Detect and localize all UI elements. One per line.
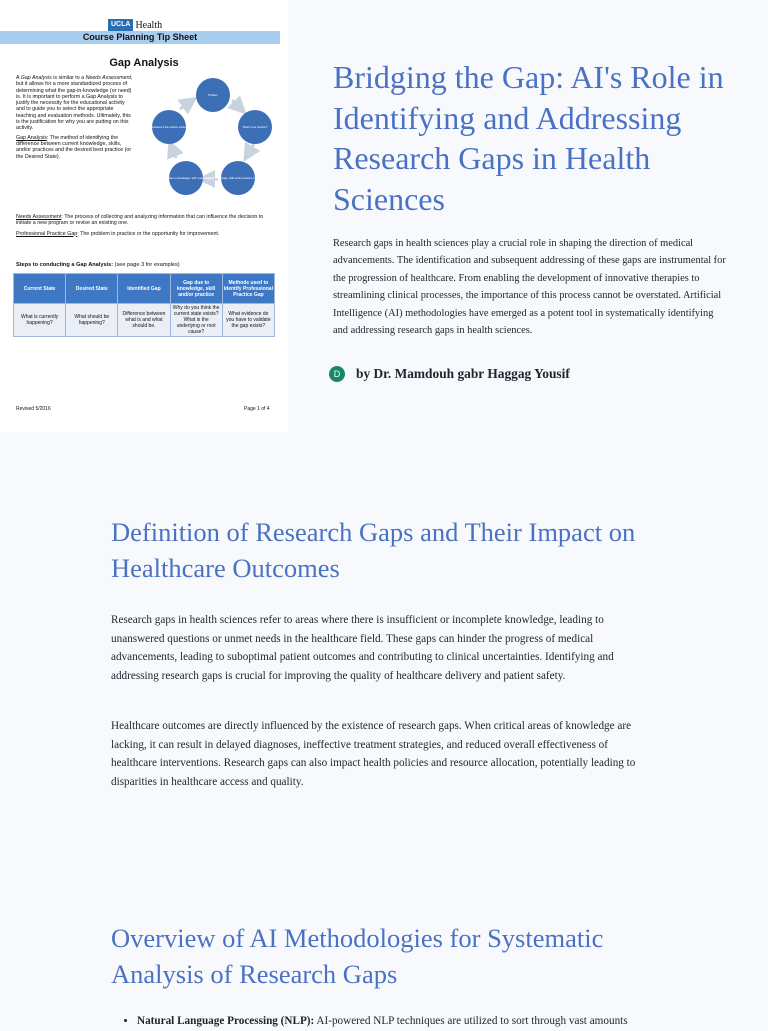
table-row — [14, 304, 275, 337]
tip-sheet-revised: Revised 5/2016 — [16, 406, 51, 412]
gap-analysis-table — [13, 273, 275, 337]
cycle-node-label: Problem — [208, 94, 218, 97]
tip-sheet-band: Course Planning Tip Sheet — [0, 31, 280, 44]
table-cell: Why do you think the current state exists? What is the underlying or root cause? — [170, 304, 222, 337]
cycle-node-label: Lack of knowledge, skills and/or practice in current state — [205, 177, 271, 180]
table-header: Identified Gap — [118, 274, 170, 304]
table-header: Desired State — [66, 274, 118, 304]
ucla-health-logo: UCLA Health — [108, 19, 162, 31]
tip-sheet-ppg-def: Professional Practice Gap: The problem in practice or the opportunity for improvement. — [16, 230, 220, 237]
list-item: • Natural Language Processing (NLP): AI-powered NLP techniques are utilized to sort through vast amounts — [137, 1012, 682, 1031]
author-byline[interactable] — [329, 365, 570, 383]
tip-sheet-image — [0, 0, 288, 432]
table-cell: What evidence do you have to validate the gap exists? — [222, 304, 274, 337]
avatar[interactable]: D — [329, 366, 345, 382]
section-title-ai-methodologies: Overview of AI Methodologies for Systematic Analysis of Research Gaps — [111, 923, 604, 989]
ai-methods-list — [111, 1012, 682, 1031]
table-header-row — [14, 274, 275, 304]
cycle-node-label: Is the problem a knowledge / skill / practice gap? — [158, 177, 214, 180]
table-header: Methods used to Identify Professional Practice Gap — [222, 274, 274, 304]
hero-intro: Research gaps in health sciences play a crucial role in shaping the direction of medical advancements. The identification and subsequent addressing of these gaps are instrumental for the progression of healthcare. From enabling the development of innovative therapies to streamlining clinical processes, the importance of this process cannot be overstated. Artificial Intelligence (AI) methodologies have emerged as a potent tool in systematically identifying and addressing research gaps in health sciences. — [333, 238, 726, 337]
table-cell: What should be happening? — [66, 304, 118, 337]
section-title-definition: Definition of Research Gaps and Their Impact on Healthcare Outcomes — [111, 517, 636, 583]
table-header: Current State — [14, 274, 66, 304]
cycle-node-label: What's your solution? — [242, 126, 268, 129]
section-paragraph: Research gaps in health sciences refer to areas where there is insufficient or incomplete knowledge, leading to unanswered questions or unmet needs in the healthcare field. These gaps can hinder the progress of medical advancements, leading to suboptimal patient outcomes and contributing to clinical uncertainties. Identifying and addressing research gaps is crucial for improving the quality of healthcare delivery and patient safety. — [111, 614, 614, 683]
steps-title: Steps to conducting a Gap Analysis: (see page 3 for examples) — [16, 262, 180, 268]
author-name[interactable]: by Dr. Mamdouh gabr Haggag Yousif — [356, 366, 570, 381]
tip-sheet-definitions — [16, 75, 134, 163]
cycle-node-label: Reassess if the solution worked — [150, 126, 188, 129]
table-cell: Difference between what is and what should be. — [118, 304, 170, 337]
tip-sheet-page-number: Page 1 of 4 — [244, 406, 270, 412]
tip-sheet-needs-def: Needs Assessment: The process of collecting and analyzing information that can influence the decision to initiate a new program or revise an existing one. — [16, 214, 264, 227]
gap-analysis-cycle-diagram — [148, 74, 278, 200]
tip-sheet-gap-def: Gap Analysis: The method of identifying the difference between current knowledge, skills, and/or practices and the desired best practice (or the Desired State). — [16, 134, 132, 160]
tip-sheet-more-definitions — [16, 214, 278, 241]
tip-sheet-intro: A Gap Analysis is similar to a Needs Assessment, but it allows for a more standardized process of determining what the gap-in-knowledge (or need) is. It is important to perform a Gap Analysis to justify the necessity for the educational activity and to guide you to select the appropriate teaching and evaluation methods. Ultimately, this is the justification for why you are putting on this activity. — [16, 75, 133, 132]
table-cell: What is currently happening? — [14, 304, 66, 337]
page-title: Bridging the Gap: AI's Role in Identifying and Addressing Research Gaps in Health Sciences — [333, 59, 724, 217]
table-header: Gap due to knowledge, skill and/or practice — [170, 274, 222, 304]
section-paragraph: Healthcare outcomes are directly influenced by the existence of research gaps. When critical areas of knowledge are lacking, it can result in delayed diagnoses, ineffective treatment strategies, and reduced overall effectiveness of healthcare interventions. Research gaps can also impact health policies and resource allocation, potentially leading to disparities in healthcare access and quality. — [111, 720, 636, 789]
tip-sheet-title: Gap Analysis — [109, 57, 179, 69]
